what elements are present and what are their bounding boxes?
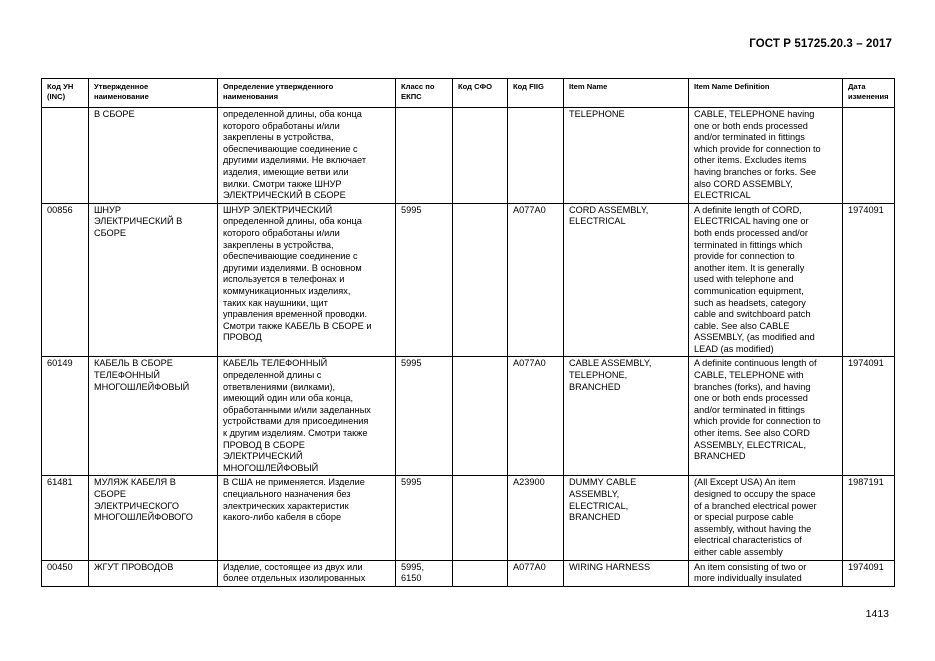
nomenclature-table bbox=[41, 78, 895, 587]
cell-definition: ШНУР ЭЛЕКТРИЧЕСКИЙ определенной длины, оба конца которого обработаны и/или закреплены в устройства, обеспечивающие соединение с другими изделиями. В основном используется в телефонах и коммуникационных изделиях, таких как наушники, щит управления временной проводки. Смотри также КАБЕЛЬ В СБОРЕ и ПРОВОД bbox=[218, 203, 396, 357]
cell-item-name-definition: A definite length of CORD, ELECTRICAL having one or both ends processed and/or terminated in fittings which provide for connection to another item. It is generally used with telephone and communication equipment, such as headsets, category cable and switchboard patch cable. See also CABLE ASSEMBLY, (as modified and LEAD (as modified) bbox=[689, 203, 843, 357]
cell-inc: 61481 bbox=[42, 476, 89, 560]
cell-ekps-class bbox=[396, 108, 453, 204]
cell-fiig-code: A23900 bbox=[508, 476, 564, 560]
column-header-sfo-code: Код СФО bbox=[453, 79, 508, 108]
cell-change-date: 1974091 bbox=[843, 560, 895, 586]
column-header-approved-name: Утвержденное наименование bbox=[89, 79, 218, 108]
cell-item-name-definition: (All Except USA) An item designed to occupy the space of a branched electrical power or special purpose cable assembly, without having the electrical characteristics of either cable assembly bbox=[689, 476, 843, 560]
cell-definition: КАБЕЛЬ ТЕЛЕФОННЫЙ определенной длины с ответвлениями (вилками), имеющий один или оба конца, обработанными и/или заделанных устройствами для присоединения к другим изделиям. Смотри также ПРОВОД В СБОРЕ ЭЛЕКТРИЧЕСКИЙ МНОГОШЛЕЙФОВЫЙ bbox=[218, 357, 396, 476]
cell-item-name: TELEPHONE bbox=[564, 108, 689, 204]
cell-inc: 00856 bbox=[42, 203, 89, 357]
column-header-inc: Код УН (INC) bbox=[42, 79, 89, 108]
cell-approved-name: МУЛЯЖ КАБЕЛЯ В СБОРЕ ЭЛЕКТРИЧЕСКОГО МНОГОШЛЕЙФОВОГО bbox=[89, 476, 218, 560]
cell-fiig-code: A077A0 bbox=[508, 203, 564, 357]
cell-change-date bbox=[843, 108, 895, 204]
page-number: 1413 bbox=[865, 608, 889, 620]
cell-change-date: 1974091 bbox=[843, 203, 895, 357]
cell-ekps-class: 5995 bbox=[396, 357, 453, 476]
cell-definition: В США не применяется. Изделие специального назначения без электрических характеристик какого-либо кабеля в сборе bbox=[218, 476, 396, 560]
table-row bbox=[42, 357, 895, 476]
cell-change-date: 1974091 bbox=[843, 357, 895, 476]
column-header-fiig-code: Код FIIG bbox=[508, 79, 564, 108]
cell-fiig-code: A077A0 bbox=[508, 560, 564, 586]
cell-approved-name: КАБЕЛЬ В СБОРЕ ТЕЛЕФОННЫЙ МНОГОШЛЕЙФОВЫЙ bbox=[89, 357, 218, 476]
table-row bbox=[42, 476, 895, 560]
cell-approved-name: В СБОРЕ bbox=[89, 108, 218, 204]
cell-change-date: 1987191 bbox=[843, 476, 895, 560]
column-header-ekps-class: Класс по ЕКПС bbox=[396, 79, 453, 108]
table-row bbox=[42, 203, 895, 357]
column-header-item-name-definition: Item Name Definition bbox=[689, 79, 843, 108]
cell-sfo-code bbox=[453, 108, 508, 204]
cell-item-name-definition: A definite continuous length of CABLE, TELEPHONE with branches (forks), and having one or both ends processed and/or terminated in fittings which provide for connection to other items. See also CORD ASSEMBLY, ELECTRICAL, BRANCHED bbox=[689, 357, 843, 476]
column-header-definition: Определение утвержденного наименования bbox=[218, 79, 396, 108]
cell-definition: Изделие, состоящее из двух или более отдельных изолированных bbox=[218, 560, 396, 586]
cell-item-name-definition: An item consisting of two or more individually insulated bbox=[689, 560, 843, 586]
cell-item-name: WIRING HARNESS bbox=[564, 560, 689, 586]
cell-fiig-code: A077A0 bbox=[508, 357, 564, 476]
cell-item-name-definition: CABLE, TELEPHONE having one or both ends processed and/or terminated in fittings which provide for connection to other items. Excludes items having branches or forks. See also CORD ASSEMBLY, ELECTRICAL bbox=[689, 108, 843, 204]
table-row bbox=[42, 108, 895, 204]
cell-item-name: CORD ASSEMBLY, ELECTRICAL bbox=[564, 203, 689, 357]
cell-ekps-class: 5995, 6150 bbox=[396, 560, 453, 586]
cell-sfo-code bbox=[453, 476, 508, 560]
column-header-change-date: Дата изменения bbox=[843, 79, 895, 108]
cell-inc: 60149 bbox=[42, 357, 89, 476]
cell-item-name: CABLE ASSEMBLY, TELEPHONE, BRANCHED bbox=[564, 357, 689, 476]
cell-sfo-code bbox=[453, 203, 508, 357]
cell-ekps-class: 5995 bbox=[396, 203, 453, 357]
cell-inc: 00450 bbox=[42, 560, 89, 586]
cell-inc bbox=[42, 108, 89, 204]
table-header-row bbox=[42, 79, 895, 108]
cell-fiig-code bbox=[508, 108, 564, 204]
cell-ekps-class: 5995 bbox=[396, 476, 453, 560]
cell-sfo-code bbox=[453, 357, 508, 476]
column-header-item-name: Item Name bbox=[564, 79, 689, 108]
cell-approved-name: ЖГУТ ПРОВОДОВ bbox=[89, 560, 218, 586]
document-header-title: ГОСТ Р 51725.20.3 – 2017 bbox=[749, 38, 892, 50]
cell-sfo-code bbox=[453, 560, 508, 586]
cell-definition: определенной длины, оба конца которого обработаны и/или закреплены в устройства, обеспечивающие соединение с другими изделиями. Не включает изделия, имеющие ветви или вилки. Смотри также ШНУР ЭЛЕКТРИЧЕСКИЙ В СБОРЕ bbox=[218, 108, 396, 204]
cell-item-name: DUMMY CABLE ASSEMBLY, ELECTRICAL, BRANCHED bbox=[564, 476, 689, 560]
table-row bbox=[42, 560, 895, 586]
cell-approved-name: ШНУР ЭЛЕКТРИЧЕСКИЙ В СБОРЕ bbox=[89, 203, 218, 357]
